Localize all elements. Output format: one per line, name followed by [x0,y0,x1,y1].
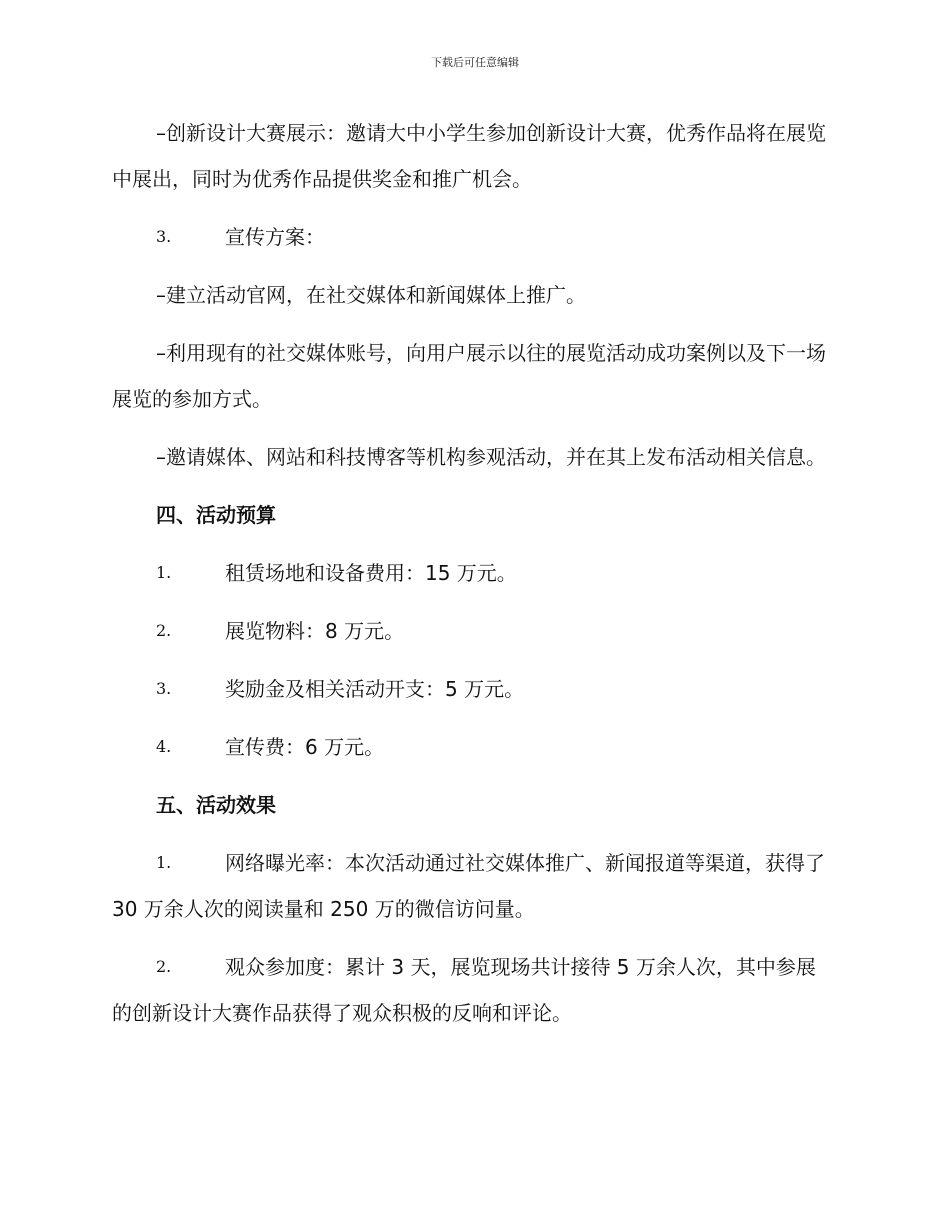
effects-heading: 五、活动效果 [156,793,276,817]
item-number: 3. [156,227,172,246]
paragraph-design-contest: –创新设计大赛展示：邀请大中小学生参加创新设计大赛，优秀作品将在展览中展出，同时为优秀作品提供奖金和推广机会。 [112,121,826,191]
page-header: 下载后可任意编辑 [431,56,519,69]
promotion-item-website: –建立活动官网，在社交媒体和新闻媒体上推广。 [156,283,586,307]
effects-item [112,944,834,1036]
item-number: 1. [156,853,172,872]
item-text: 租赁场地和设备费用：15 万元。 [225,561,517,585]
budget-item [112,724,834,770]
promotion-item-social-accounts: –利用现有的社交媒体账号，向用户展示以往的展览活动成功案例以及下一场展览的参加方式。 [112,341,826,411]
item-text: 宣传费：6 万元。 [225,735,385,759]
item-text: 宣传方案： [225,225,325,249]
budget-item [112,608,834,654]
effects-item [112,840,834,932]
item-number: 1. [156,563,172,582]
item-text: 展览物料：8 万元。 [225,619,405,643]
budget-item [112,550,834,596]
item-text: 观众参加度：累计 3 天，展览现场共计接待 5 万余人次，其中参展的创新设计大赛作品获得了观众积极的反响和评论。 [112,955,816,1025]
item-text: 网络曝光率：本次活动通过社交媒体推广、新闻报道等渠道，获得了 30 万余人次的阅读量和 250 万的微信访问量。 [112,851,825,921]
item-number: 3. [156,679,172,698]
document-body [112,110,834,1048]
section-promotion-title [112,214,834,260]
item-text: 奖励金及相关活动开支：5 万元。 [225,677,525,701]
item-number: 2. [156,957,172,976]
budget-heading: 四、活动预算 [156,503,276,527]
item-number: 4. [156,737,172,756]
promotion-item-media-invite: –邀请媒体、网站和科技博客等机构参观活动，并在其上发布活动相关信息。 [156,445,826,469]
item-number: 2. [156,621,172,640]
budget-item [112,666,834,712]
